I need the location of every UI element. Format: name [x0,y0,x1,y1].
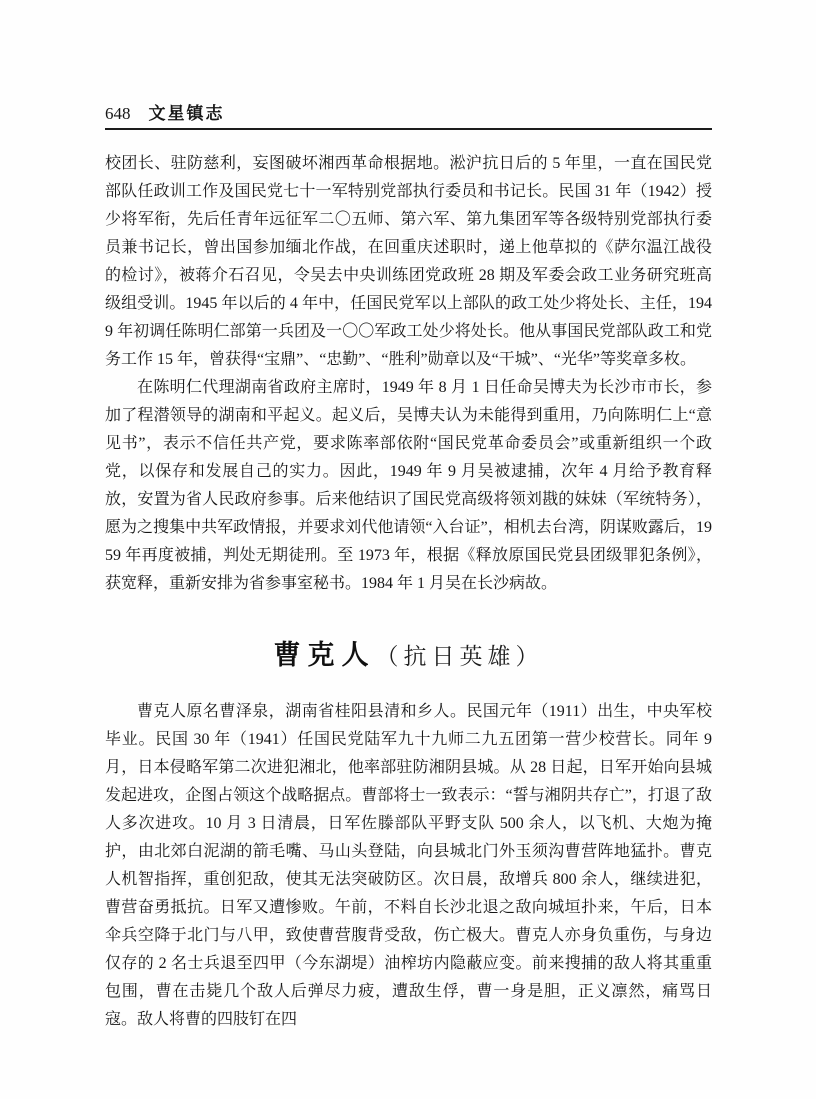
paragraph-wu-military-career: 校团长、驻防慈利，妄图破坏湘西革命根据地。淞沪抗日后的 5 年里，一直在国民党部队任政训工作及国民党七十一军特别党部执行委员和书记长。民国 31 年（1942）授少将军衔，先后任青年远征军二〇五师、第六军、第九集团军等各级特别党部执行委员兼书记长，曾出国参加缅北作战，在回重庆述职时，递上他草拟的《萨尔温江战役的检讨》，被蒋介石召见，令吴去中央训练团党政班 28 期及军委会政工业务研究班高级组受训。1945 年以后的 4 年中，任国民党军以上部队的政工处少将处长、主任，1949 年初调任陈明仁部第一兵团及一〇〇军政工处少将处长。他从事国民党部队政工和党务工作 15 年，曾获得“宝鼎”、“忠勤”、“胜利”勋章以及“干城”、“光华”等奖章多枚。 [105,155,712,368]
page-body [105,150,712,1034]
book-title: 文星镇志 [148,104,225,123]
section-heading [105,638,712,674]
section-heading-subtitle: （抗日英雄） [375,644,544,669]
paragraph-wu-later-life: 在陈明仁代理湖南省政府主席时，1949 年 8 月 1 日任命吴博夫为长沙市市长，参加了程潜领导的湖南和平起义。起义后，吴博夫认为未能得到重用，乃向陈明仁上“意见书”，表示不信任共产党，要求陈率部依附“国民党革命委员会”或重新组织一个政党，以保存和发展自己的实力。因此，1949 年 9 月吴被逮捕，次年 4 月给予教育释放，安置为省人民政府参事。后来他结识了国民党高级将领刘戡的妹妹（军统特务），愿为之搜集中共军政情报，并要求刘代他请领“入台证”，相机去台湾，阴谋败露后，1959 年再度被捕，判处无期徒刑。至 1973 年，根据《释放原国民党县团级罪犯条例》，获宽释，重新安排为省参事室秘书。1984 年 1 月吴在长沙病故。 [105,379,712,592]
page-number: 648 [105,104,131,123]
section-heading-name: 曹克人 [273,640,376,670]
paragraph-cao-biography: 曹克人原名曹泽泉，湖南省桂阳县清和乡人。民国元年（1911）出生，中央军校毕业。民国 30 年（1941）任国民党陆军九十九师二九五团第一营少校营长。同年 9 月，日本侵略军第二次进犯湘北，他率部驻防湘阴县城。从 28 日起，日军开始向县城发起进攻，企图占领这个战略据点。曹部将士一致表示：“誓与湘阴共存亡”，打退了敌人多次进攻。10 月 3 日清晨，日军佐滕部队平野支队 500 余人，以飞机、大炮为掩护，由北郊白泥湖的箭毛嘴、马山头登陆，向县城北门外玉须沟曹营阵地猛扑。曹克人机智指挥，重创犯敌，使其无法突破防区。次日晨，敌增兵 800 余人，继续进犯，曹营奋勇抵抗。日军又遭惨败。午前，不料自长沙北退之敌向城垣扑来，午后，日本伞兵空降于北门与八甲，致使曹营腹背受敌，伤亡极大。曹克人亦身负重伤，与身边仅存的 2 名士兵退至四甲（今东湖堤）油榨坊内隐蔽应变。前来搜捕的敌人将其重重包围，曹在击毙几个敌人后弹尽力疲，遭敌生俘，曹一身是胆，正义凛然，痛骂日寇。敌人将曹的四肢钉在四 [105,703,712,1028]
running-header [105,104,712,130]
